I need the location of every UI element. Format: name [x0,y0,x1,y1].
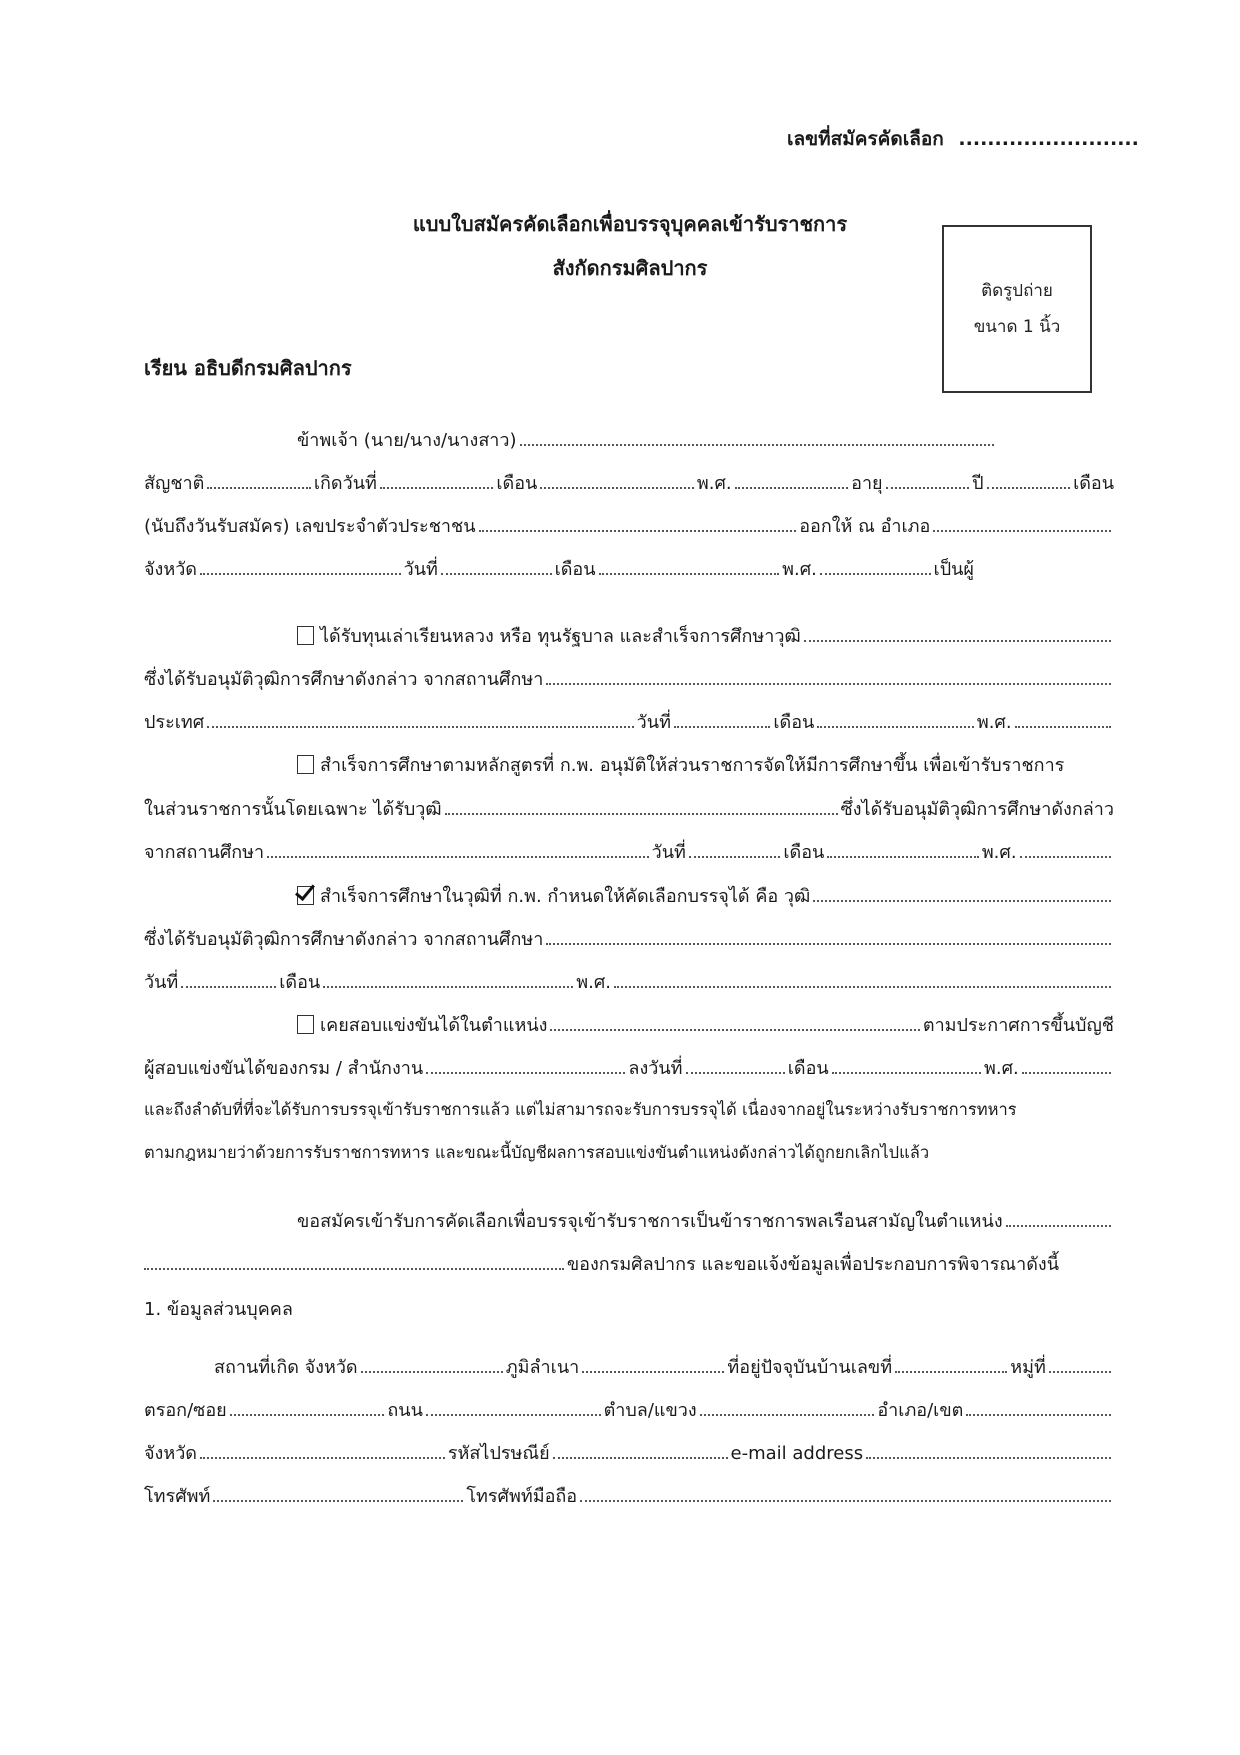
option2-month-field[interactable] [827,838,978,858]
age-field[interactable] [886,469,970,489]
option4-date-label: ลงวันที่ [628,1058,683,1079]
birth-date-field[interactable] [380,469,494,489]
lane-field[interactable] [230,1396,385,1416]
option1-date-label: วันที่ [636,712,671,733]
address-no-field[interactable] [895,1353,1007,1373]
option4-label: เคยสอบแข่งขันได้ในตำแหน่ง [320,1015,548,1036]
road-field[interactable] [426,1396,601,1416]
birthplace-field[interactable] [361,1353,503,1373]
option1-degree-field[interactable] [804,622,1111,642]
lane-label: ตรอก/ซอย [144,1400,227,1421]
province-field[interactable] [200,555,401,575]
apply-row1 [297,1207,1114,1235]
issue-year-field[interactable] [820,555,931,575]
postal-label: รหัสไปรษณีย์ [447,1443,550,1464]
postal-field[interactable] [553,1439,728,1459]
s1-province-field[interactable] [200,1439,445,1459]
option4-line3: และถึงลำดับที่ที่จะได้รับการบรรจุเข้ารับราชการแล้ว แต่ไม่สามารถจะรับการบรรจุได้ เนื่องจากอยู่ในระหว่างรับราชการทหาร [144,1100,1017,1119]
issue-month-label: เดือน [554,559,596,580]
option1-row1 [297,622,1114,650]
domicile-field[interactable] [582,1353,724,1373]
apply-position-field2[interactable] [144,1250,564,1270]
subdistrict-field[interactable] [700,1396,875,1416]
apply-label: ขอสมัครเข้ารับการคัดเลือกเพื่อบรรจุเข้ารับราชการเป็นข้าราชการพลเรือนสามัญในตำแหน่ง [297,1211,1003,1232]
id-field[interactable] [479,512,797,532]
phone-field[interactable] [213,1482,463,1502]
road-label: ถนน [387,1400,423,1421]
applicant-no [787,124,1139,154]
option2-degree-field[interactable] [445,795,838,815]
option3-month-label: เดือน [279,972,321,993]
option4-month-field[interactable] [832,1054,981,1074]
option4-dept-label: ผู้สอบแข่งขันได้ของกรม / สำนักงาน [144,1058,424,1079]
birth-year-field[interactable] [735,469,849,489]
form-title: แบบใบสมัครคัดเลือกเพื่อบรรจุบุคคลเข้ารับราชการ [412,212,848,236]
option1-institution-label: ซึ่งได้รับอนุมัติวุฒิการศึกษาดังกล่าว จากสถานศึกษา [144,669,544,690]
domicile-label: ภูมิลำเนา [505,1357,580,1378]
birth-year-label: พ.ศ. [696,473,732,494]
issue-month-field[interactable] [599,555,780,575]
photo-box-line2: ขนาด 1 นิ้ว [973,317,1061,337]
option3-text [297,883,810,910]
age-month-label: เดือน [1073,473,1115,494]
option3-row2 [144,925,1114,953]
phone-label: โทรศัพท์ [144,1486,211,1507]
issued-at-field[interactable] [933,512,1111,532]
apply-position-field[interactable] [1006,1207,1111,1227]
option4-line4: ตามกฎหมายว่าด้วยการรับราชการทหาร และขณะนี้บัญชีผลการสอบแข่งขันตำแหน่งดังกล่าวได้ถูกยกเลิกไปแล้ว [144,1143,930,1162]
district-field[interactable] [966,1396,1111,1416]
name-row [297,426,997,454]
issue-year-label: พ.ศ. [782,559,817,580]
option1-row3 [144,708,1114,736]
option1-be-field[interactable] [1015,708,1111,728]
option1-text [297,623,801,650]
option2-institution-field[interactable] [267,838,648,858]
option3-institution-label: ซึ่งได้รับอนุมัติวุฒิการศึกษาดังกล่าว จากสถานศึกษา [144,929,544,950]
option1-country-field[interactable] [207,708,633,728]
option3-degree-field[interactable] [813,882,1111,902]
section1-heading: 1. ข้อมูลส่วนบุคคล [144,1299,293,1320]
option1-month-label: เดือน [773,712,815,733]
option3-date-label: วันที่ [144,972,179,993]
applicant-no-field[interactable]: ......................... [958,128,1139,150]
option1-institution-field[interactable] [546,665,1111,685]
district-label: อำเภอ/เขต [877,1400,964,1421]
be-person-label: เป็นผู้ [933,559,974,580]
option2-date-label: วันที่ [651,842,686,863]
lane-row [144,1396,1114,1424]
birthplace-row [214,1353,1114,1381]
photo-box [942,225,1092,393]
mobile-field[interactable] [580,1482,1111,1502]
issue-date-label: วันที่ [403,559,438,580]
nationality-label: สัญชาติ [144,473,205,494]
address-no-label: ที่อยู่ปัจจุบันบ้านเลขที่ [727,1357,893,1378]
option1-checkbox[interactable] [297,626,314,645]
age-year-label: ปี [972,473,984,494]
birth-month-label: เดือน [496,473,538,494]
option3-date-field[interactable] [181,968,276,988]
option2-row2 [144,795,1114,823]
option2-row3 [144,838,1114,866]
nationality-field[interactable] [207,469,311,489]
issue-date-field[interactable] [441,555,552,575]
option1-be-label: พ.ศ. [976,712,1012,733]
option1-label: ได้รับทุนเล่าเรียนหลวง หรือ ทุนรัฐบาล และสำเร็จการศึกษาวุฒิ [320,626,801,647]
issued-at-label: ออกให้ ณ อำเภอ [799,516,931,537]
apply-dept-label: ของกรมศิลปากร และขอแจ้งข้อมูลเพื่อประกอบการพิจารณาดังนี้ [566,1254,1059,1275]
option2-approved-label: ซึ่งได้รับอนุมัติวุฒิการศึกษาดังกล่าว [840,799,1114,820]
province-postal-row [144,1439,1114,1467]
applicant-no-label: เลขที่สมัครคัดเลือก [787,128,944,150]
option4-dept-field[interactable] [426,1054,625,1074]
nationality-row [144,469,1114,497]
option2-be-label: พ.ศ. [981,842,1017,863]
option4-date-field[interactable] [686,1054,785,1074]
phone-row [144,1482,1114,1510]
option2-checkbox[interactable] [297,755,314,774]
option3-be-label: พ.ศ. [576,972,611,993]
option4-row2 [144,1054,1114,1082]
moo-label: หมู่ที่ [1010,1357,1046,1378]
name-label: ข้าพเจ้า (นาย/นาง/นางสาว) [297,430,517,451]
email-label: e-mail address [730,1443,864,1464]
option1-row2 [144,665,1114,693]
province-label: จังหวัด [144,559,197,580]
option2-month-label: เดือน [783,842,825,863]
apply-row2 [144,1250,1059,1278]
option4-row1 [297,1011,1114,1039]
option1-month-field[interactable] [817,708,973,728]
birth-month-field[interactable] [540,469,694,489]
option4-checkbox[interactable] [297,1015,314,1034]
option4-text [297,1012,547,1039]
salutation: เรียน อธิบดีกรมศิลปากร [144,356,352,380]
birthplace-label: สถานที่เกิด จังหวัด [214,1357,358,1378]
option4-be-label: พ.ศ. [984,1058,1019,1079]
mobile-label: โทรศัพท์มือถือ [466,1486,578,1507]
email-field[interactable] [866,1439,1111,1459]
option2-date-field[interactable] [689,838,780,858]
option3-checkbox[interactable] [297,886,314,905]
option4-position-field[interactable] [550,1011,919,1031]
option4-be-field[interactable] [1022,1054,1111,1074]
age-year-field[interactable] [987,469,1071,489]
subdistrict-label: ตำบล/แขวง [603,1400,697,1421]
issue-date-row [144,555,974,583]
id-label: (นับถึงวันรับสมัคร) เลขประจำตัวประชาชน [144,516,476,537]
option2-text [297,752,1064,779]
name-field[interactable] [520,426,994,446]
option4-month-label: เดือน [787,1058,829,1079]
id-row [144,512,1114,540]
option2-row1 [297,752,1114,779]
form-subtitle: สังกัดกรมศิลปากร [552,256,708,280]
birth-date-label: เกิดวันที่ [313,473,377,494]
option3-label: สำเร็จการศึกษาในวุฒิที่ ก.พ. กำหนดให้คัดเลือกบรรจุได้ คือ วุฒิ [320,886,811,907]
option2-be-field[interactable] [1020,838,1111,858]
option3-month-field[interactable] [323,968,573,988]
option2-degree-label: ในส่วนราชการนั้นโดยเฉพาะ ได้รับวุฒิ [144,799,442,820]
option3-row3 [144,968,1114,996]
option2-institution-label: จากสถานศึกษา [144,842,265,863]
s1-province-label: จังหวัด [144,1443,197,1464]
option3-row1 [297,882,1114,910]
option3-be-field[interactable] [614,968,1111,988]
moo-field[interactable] [1049,1353,1111,1373]
photo-box-line1: ติดรูปถ่าย [981,281,1053,301]
option3-institution-field[interactable] [546,925,1111,945]
option4-announcement-label: ตามประกาศการขึ้นบัญชี [922,1015,1114,1036]
option1-date-field[interactable] [674,708,770,728]
option1-country-label: ประเทศ [144,712,205,733]
option2-label: สำเร็จการศึกษาตามหลักสูตรที่ ก.พ. อนุมัติให้ส่วนราชการจัดให้มีการศึกษาขึ้น เพื่อเข้ารับราชการ [320,755,1065,776]
age-label: อายุ [851,473,883,494]
